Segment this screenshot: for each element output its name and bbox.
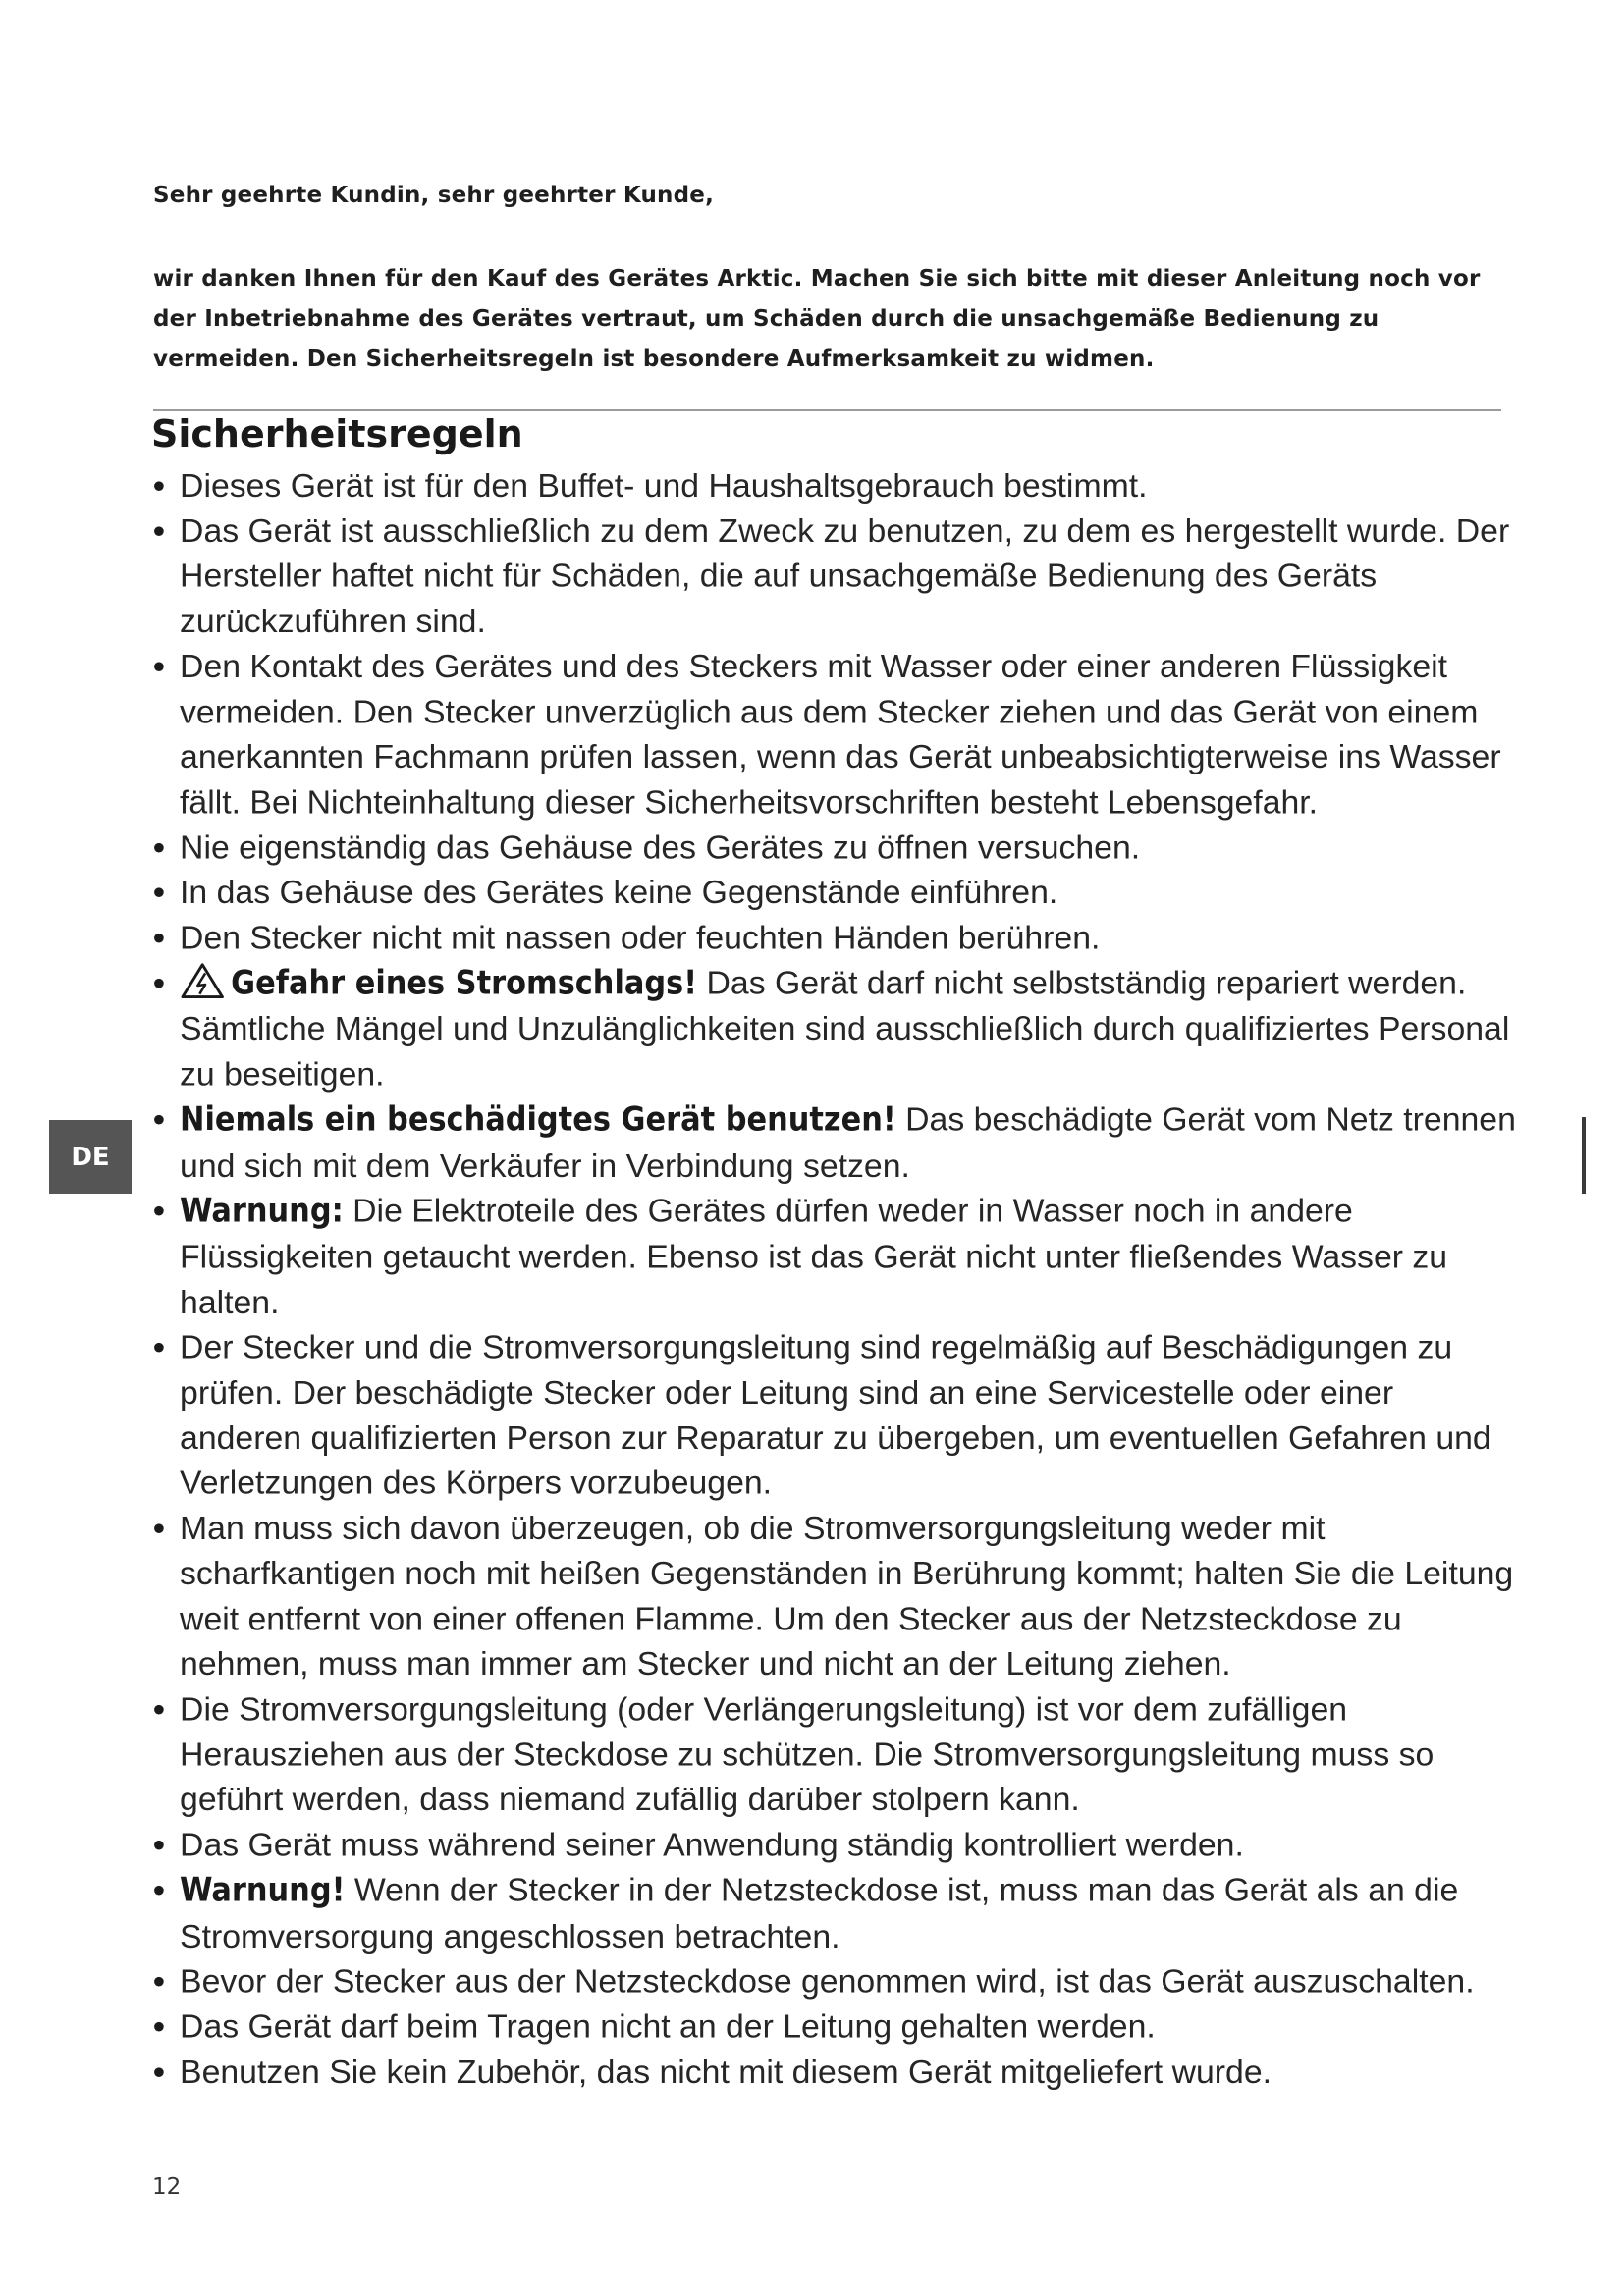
bullet-icon: • [153,1100,165,1139]
bullet-icon: • [153,919,165,957]
list-item [153,1686,1524,1822]
bullet-icon: • [153,874,165,912]
language-tab [49,1120,132,1194]
list-item [153,1189,1524,1325]
page-edge-marker [1582,1117,1586,1194]
bullet-icon: • [153,1192,165,1230]
rule-text: Den Kontakt des Gerätes und des Steckers mit Wasser oder einer anderen Flüssigkeit vermeiden. Den Stecker unverzüglich aus dem Stecker ziehen und das Gerät von einem anerkannten Fachmann prüfen lassen, wenn das Gerät unbeabsichtigterweise ins Wasser fällt. Bei Nichteinhaltung dieser Sicherheitsvorschriften besteht Lebensgefahr. [180,648,1501,821]
bullet-icon: • [153,2007,165,2046]
list-item [153,1959,1524,2004]
section-divider [153,409,1501,411]
list-item [153,1506,1524,1686]
rule-text: Das Gerät muss während seiner Anwendung ständig kontrolliert werden. [180,1826,1244,1864]
rule-text: In das Gehäuse des Gerätes keine Gegenstände einführen. [180,874,1058,912]
rule-text: Dieses Gerät ist für den Buffet- und Haushaltsgebrauch bestimmt. [180,466,1148,505]
rule-text: Das beschädigte Gerät vom Netz trennen und sich mit dem Verkäufer in Verbindung setzen. [180,1100,1516,1185]
safety-rules-list [153,463,1524,2095]
list-item [153,1097,1524,1189]
rule-text: Man muss sich davon überzeugen, ob die Stromversorgungsleitung weder mit scharfkantigen noch mit heißen Gegenständen in Berührung kommt; halten Sie die Leitung weit entfernt von einer offenen Flamme. Um den Stecker aus der Netzsteckdose zu nehmen, muss man immer am Stecker und nicht an der Leitung ziehen. [180,1510,1514,1682]
bullet-icon: • [153,1826,165,1864]
bullet-icon: • [153,1962,165,2001]
list-item [153,1868,1524,1959]
list-item [153,2050,1524,2095]
rule-text: Das Gerät darf nicht selbstständig repariert werden. Sämtliche Mängel und Unzulänglichkeiten sind ausschließlich durch qualifiziertes Personal zu beseitigen. [180,964,1510,1094]
list-item [153,1325,1524,1506]
bullet-icon: • [153,1871,165,1909]
rule-text: Das Gerät ist ausschließlich zu dem Zweck zu benutzen, zu dem es hergestellt wurde. Der Hersteller haftet nicht für Schäden, die auf unsachgemäße Bedienung des Geräts zurückzuführen sind. [180,511,1510,640]
rule-text: Nie eigenständig das Gehäuse des Gerätes zu öffnen versuchen. [180,828,1141,866]
rule-emphasis: Warnung: [180,1192,344,1231]
bullet-icon: • [153,1510,165,1547]
page-number: 12 [152,2174,182,2200]
bullet-icon: • [153,1328,165,1366]
greeting: Sehr geehrte Kundin, sehr geehrter Kunde, [153,183,715,208]
rule-text: Die Elektroteile des Gerätes dürfen weder in Wasser noch in andere Flüssigkeiten getaucht werden. Ebenso ist das Gerät nicht unter fließendes Wasser zu halten. [180,1192,1448,1321]
list-item [153,508,1524,644]
electric-shock-warning-icon [180,962,225,1000]
rule-text: Den Stecker nicht mit nassen oder feuchten Händen berühren. [180,919,1101,957]
rule-text: Bevor der Stecker aus der Netzsteckdose genommen wird, ist das Gerät auszuschalten. [180,1962,1475,2001]
language-tab-label: DE [71,1142,110,1172]
rule-emphasis: Niemals ein beschädigtes Gerät benutzen! [180,1100,896,1140]
list-item [153,463,1524,508]
bullet-icon: • [153,511,165,550]
list-item [153,2004,1524,2050]
rule-emphasis: Warnung! [180,1871,346,1910]
bullet-icon: • [153,648,165,685]
list-item [153,644,1524,825]
section-title: Sicherheitsregeln [151,412,523,455]
list-item [153,961,1524,1097]
rule-text: Das Gerät darf beim Tragen nicht an der Leitung gehalten werden. [180,2007,1156,2046]
rule-emphasis: Gefahr eines Stromschlags! [231,964,698,1003]
bullet-icon: • [153,964,165,1002]
rule-text: Der Stecker und die Stromversorgungsleitung sind regelmäßig auf Beschädigungen zu prüfen. Der beschädigte Stecker oder Leitung sind an eine Servicestelle oder einer anderen qualifizierten Person zur Reparatur zu übergeben, um eventuellen Gefahren und Verletzungen des Körpers vorzubeugen. [180,1328,1491,1502]
list-item [153,1823,1524,1868]
intro-paragraph: wir danken Ihnen für den Kauf des Gerätes Arktic. Machen Sie sich bitte mit dieser Anleitung noch vor der Inbetriebnahme des Gerätes vertraut, um Schäden durch die unsachgemäße Bedienung zu vermeiden. Den Sicherheitsregeln ist besondere Aufmerksamkeit zu widmen. [153,266,1481,372]
bullet-icon: • [153,2053,165,2091]
rule-text: Die Stromversorgungsleitung (oder Verlängerungsleitung) ist vor dem zufälligen Herausziehen aus der Steckdose zu schützen. Die Stromversorgungsleitung muss so geführt werden, dass niemand zufällig darüber stolpern kann. [180,1690,1435,1819]
rule-text: Wenn der Stecker in der Netzsteckdose ist, muss man das Gerät als an die Stromversorgung angeschlossen betrachten. [180,1871,1459,1955]
bullet-icon: • [153,1690,165,1728]
list-item [153,871,1524,916]
rule-text: Benutzen Sie kein Zubehör, das nicht mit diesem Gerät mitgeliefert wurde. [180,2053,1272,2091]
bullet-icon: • [153,828,165,866]
bullet-icon: • [153,466,165,505]
list-item [153,825,1524,870]
list-item [153,916,1524,961]
